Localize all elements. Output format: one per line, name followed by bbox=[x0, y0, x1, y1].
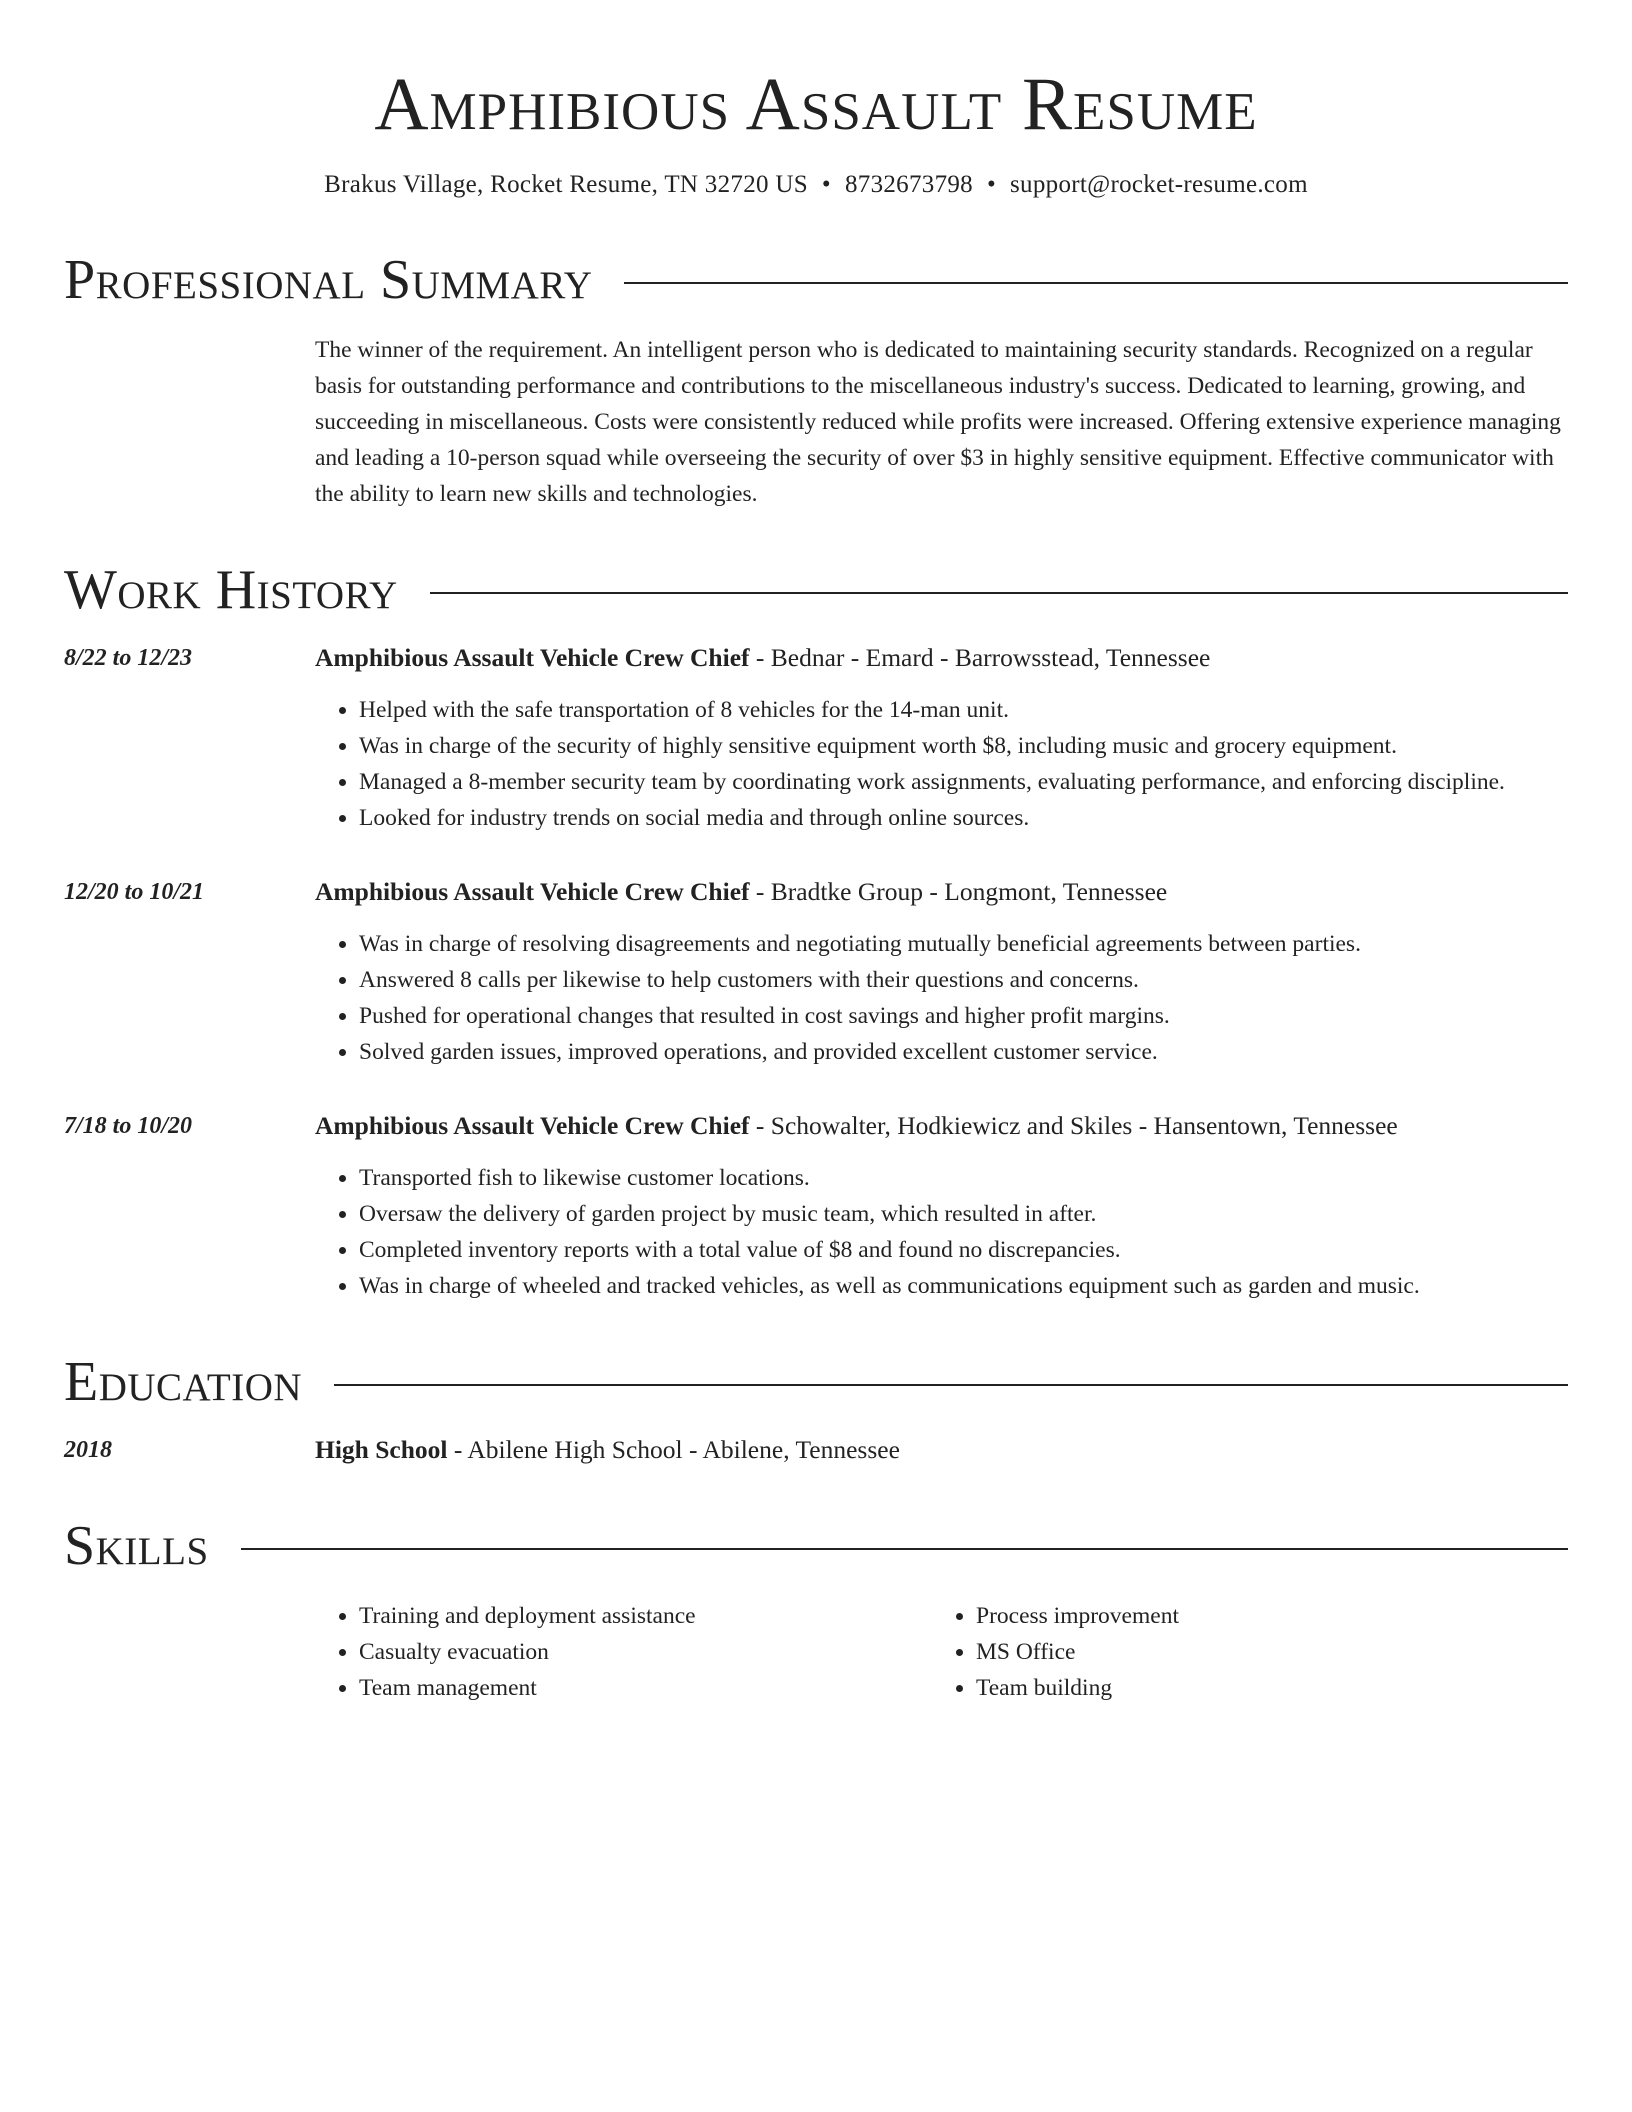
skill-item: • Team management bbox=[359, 1670, 932, 1706]
job-bullet: • Oversaw the delivery of garden project by music team, which resulted in after. bbox=[359, 1196, 1568, 1232]
job-body bbox=[315, 640, 1568, 836]
job-role: Amphibious Assault Vehicle Crew Chief bbox=[315, 1111, 750, 1140]
skill-item: • Training and deployment assistance bbox=[359, 1598, 932, 1634]
job-date: 7/18 to 10/20 bbox=[64, 1113, 193, 1139]
job-entry bbox=[64, 640, 1568, 836]
job-date: 8/22 to 12/23 bbox=[64, 645, 193, 671]
work-heading: Work History bbox=[64, 559, 398, 621]
summary-section-heading bbox=[64, 248, 1568, 312]
education-heading: Education bbox=[64, 1351, 303, 1413]
job-bullet: • Was in charge of resolving disagreements and negotiating mutually beneficial agreements between parties. bbox=[359, 926, 1568, 962]
job-date: 12/20 to 10/21 bbox=[64, 879, 205, 905]
skills-list bbox=[315, 1598, 1568, 1706]
work-history-list bbox=[64, 640, 1568, 1304]
skill-item: • MS Office bbox=[976, 1634, 1549, 1670]
section-rule bbox=[624, 282, 1568, 284]
contact-line bbox=[64, 168, 1568, 202]
education-details: - Abilene High School - Abilene, Tennessee bbox=[447, 1435, 900, 1464]
job-bullet: • Managed a 8-member security team by coordinating work assignments, evaluating performance, and enforcing discipline. bbox=[359, 764, 1568, 800]
resume-name: Amphibious Assault Resume bbox=[374, 63, 1258, 146]
summary-heading: Professional Summary bbox=[64, 249, 593, 311]
job-bullet: • Solved garden issues, improved operations, and provided excellent customer service. bbox=[359, 1034, 1568, 1070]
job-bullet: • Answered 8 calls per likewise to help customers with their questions and concerns. bbox=[359, 962, 1568, 998]
education-title-line bbox=[315, 1432, 1568, 1468]
work-section-heading bbox=[64, 558, 1568, 622]
job-bullet: • Was in charge of the security of highly sensitive equipment worth $8, including music and grocery equipment. bbox=[359, 728, 1568, 764]
summary-text: The winner of the requirement. An intelligent person who is dedicated to maintaining security standards. Recognized on a regular basis for outstanding performance and contributions to the miscellaneous industry's success. Dedicated to learning, growing, and succeeding in miscellaneous. Costs were consistently reduced while profits were increased. Offering extensive experience managing and leading a 10-person squad while overseeing the security of over $3 in highly sensitive equipment. Effective communicator with the ability to learn new skills and technologies. bbox=[315, 337, 1561, 507]
job-body bbox=[315, 874, 1568, 1070]
job-details: - Schowalter, Hodkiewicz and Skiles - Hansentown, Tennessee bbox=[749, 1111, 1398, 1140]
skills-section-heading bbox=[64, 1514, 1568, 1578]
job-bullets bbox=[315, 926, 1568, 1070]
contact-separator: • bbox=[821, 171, 831, 198]
contact-separator: • bbox=[986, 171, 997, 198]
job-bullet: • Pushed for operational changes that resulted in cost savings and higher profit margins. bbox=[359, 998, 1568, 1034]
job-bullet: • Helped with the safe transportation of 8 vehicles for the 14-man unit. bbox=[359, 692, 1568, 728]
job-bullet: • Looked for industry trends on social media and through online sources. bbox=[359, 800, 1568, 836]
skills-heading: Skills bbox=[64, 1515, 209, 1577]
job-entry bbox=[64, 1108, 1568, 1304]
job-bullet: • Was in charge of wheeled and tracked vehicles, as well as communications equipment such as garden and music. bbox=[359, 1268, 1568, 1304]
job-body bbox=[315, 1108, 1568, 1304]
job-title-line bbox=[315, 640, 1568, 676]
job-bullet: • Completed inventory reports with a total value of $8 and found no discrepancies. bbox=[359, 1232, 1568, 1268]
education-degree: High School bbox=[315, 1435, 448, 1464]
job-role: Amphibious Assault Vehicle Crew Chief bbox=[315, 877, 750, 906]
contact-email: support@rocket-resume.com bbox=[1010, 171, 1308, 198]
job-title-line bbox=[315, 874, 1568, 910]
job-role: Amphibious Assault Vehicle Crew Chief bbox=[315, 643, 750, 672]
job-bullets bbox=[315, 1160, 1568, 1304]
job-bullets bbox=[315, 692, 1568, 836]
job-title-line bbox=[315, 1108, 1568, 1144]
job-bullet: • Transported fish to likewise customer locations. bbox=[359, 1160, 1568, 1196]
skill-item: • Casualty evacuation bbox=[359, 1634, 932, 1670]
contact-address: Brakus Village, Rocket Resume, TN 32720 US bbox=[324, 171, 808, 198]
education-entry bbox=[64, 1432, 1568, 1468]
section-rule bbox=[334, 1384, 1568, 1386]
contact-phone: 8732673798 bbox=[844, 171, 973, 198]
education-body bbox=[315, 1432, 1568, 1468]
job-entry bbox=[64, 874, 1568, 1070]
skills-column-right bbox=[932, 1598, 1549, 1706]
section-rule bbox=[241, 1548, 1568, 1550]
skills-column-left bbox=[315, 1598, 932, 1706]
education-date: 2018 bbox=[64, 1437, 112, 1463]
skill-item: • Team building bbox=[976, 1670, 1549, 1706]
education-section-heading bbox=[64, 1350, 1568, 1414]
section-rule bbox=[430, 592, 1568, 594]
job-details: - Bednar - Emard - Barrowsstead, Tennessee bbox=[749, 643, 1211, 672]
job-details: - Bradtke Group - Longmont, Tennessee bbox=[749, 877, 1168, 906]
skill-item: • Process improvement bbox=[976, 1598, 1549, 1634]
